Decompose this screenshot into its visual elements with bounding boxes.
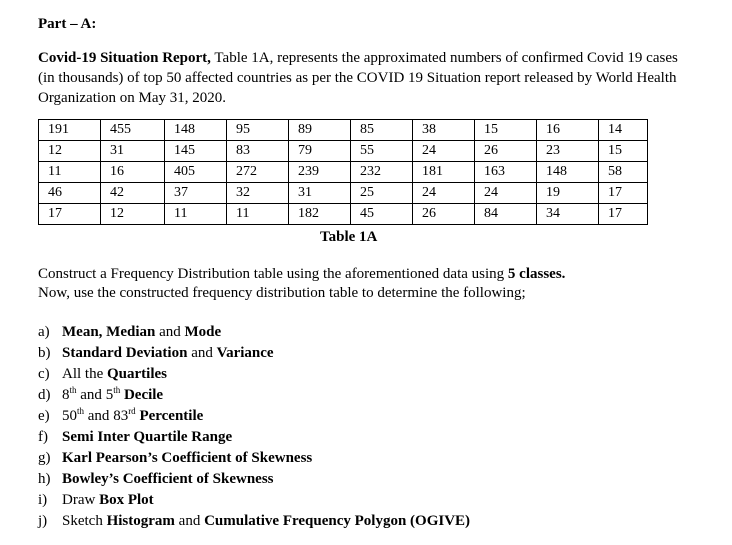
table-cell: 42 (101, 183, 165, 204)
task-item-d (38, 385, 470, 406)
task-label: d) (38, 387, 51, 403)
table-cell: 11 (165, 204, 227, 225)
task-text: 50 (62, 408, 77, 424)
table-cell: 11 (227, 204, 289, 225)
task-list (38, 322, 470, 532)
task-text: 83 (113, 408, 129, 424)
task-text: and (155, 324, 185, 340)
task-text: Draw (62, 492, 100, 508)
construct-line-1-bold: 5 classes. (507, 266, 566, 282)
task-item-c (38, 364, 470, 385)
table-cell: 163 (475, 162, 537, 183)
task-bold: Box Plot (99, 492, 154, 508)
table-cell: 191 (39, 120, 101, 141)
table-cell: 148 (165, 120, 227, 141)
task-item-j (38, 511, 470, 532)
table-cell: 19 (537, 183, 599, 204)
table-body (39, 120, 648, 225)
task-label: a) (38, 324, 50, 340)
table-cell: 181 (413, 162, 475, 183)
table-cell: 148 (537, 162, 599, 183)
table-cell: 12 (101, 204, 165, 225)
task-text: and (187, 345, 217, 361)
task-text: and (84, 408, 114, 424)
intro-text: Table 1A, represents the approximated numbers of confirmed Covid 19 cases (in thousands) of top 50 affected countries as per the COVID 19 Situation report released by World Health Organization on May 31, 2020. (38, 50, 678, 106)
table-cell: 15 (599, 141, 648, 162)
task-label: h) (38, 471, 51, 487)
table-cell: 95 (227, 120, 289, 141)
table-cell: 58 (599, 162, 648, 183)
task-text: 8 (62, 387, 70, 403)
task-text: All the (62, 366, 107, 382)
table-cell: 55 (351, 141, 413, 162)
table-cell: 272 (227, 162, 289, 183)
table-cell: 37 (165, 183, 227, 204)
task-item-b (38, 343, 470, 364)
intro-bold-lead: Covid-19 Situation Report, (38, 50, 211, 66)
task-bold: Cumulative Frequency Polygon (OGIVE) (204, 513, 471, 529)
table-cell: 38 (413, 120, 475, 141)
table-cell: 84 (475, 204, 537, 225)
task-bold: Percentile (135, 408, 204, 424)
task-sup: th (113, 385, 121, 395)
construct-line-1 (38, 265, 698, 284)
table-cell: 24 (413, 141, 475, 162)
table-cell: 79 (289, 141, 351, 162)
task-label: g) (38, 450, 51, 466)
table-row (39, 204, 648, 225)
table-caption: Table 1A (320, 229, 378, 245)
table-cell: 11 (39, 162, 101, 183)
table-cell: 83 (227, 141, 289, 162)
task-sup: th (69, 385, 77, 395)
table-cell: 34 (537, 204, 599, 225)
table-cell: 16 (101, 162, 165, 183)
table-cell: 232 (351, 162, 413, 183)
table-cell: 405 (165, 162, 227, 183)
task-label: j) (38, 513, 48, 529)
table-cell: 17 (39, 204, 101, 225)
table-cell: 15 (475, 120, 537, 141)
covid-data-table (38, 119, 648, 225)
task-bold: Semi Inter Quartile Range (62, 429, 233, 445)
task-label: e) (38, 408, 50, 424)
table-cell: 26 (413, 204, 475, 225)
table-cell: 85 (351, 120, 413, 141)
table-cell: 89 (289, 120, 351, 141)
table-row (39, 120, 648, 141)
task-bold: Karl Pearson’s Coefficient of Skewness (62, 450, 313, 466)
task-item-e (38, 406, 470, 427)
task-text: Sketch (62, 513, 107, 529)
table-cell: 239 (289, 162, 351, 183)
table-row (39, 141, 648, 162)
construct-line-1-text: Construct a Frequency Distribution table using the aforementioned data using (38, 266, 508, 282)
task-bold: Variance (216, 345, 274, 361)
table-cell: 26 (475, 141, 537, 162)
task-item-i (38, 490, 470, 511)
task-sup: th (77, 406, 85, 416)
table-cell: 31 (101, 141, 165, 162)
table-cell: 24 (475, 183, 537, 204)
part-title: Part – A: (38, 16, 97, 32)
task-bold: Bowley’s Coefficient of Skewness (62, 471, 274, 487)
table-cell: 12 (39, 141, 101, 162)
task-label: c) (38, 366, 50, 382)
table-row (39, 162, 648, 183)
task-sup: rd (128, 406, 136, 416)
table-row (39, 183, 648, 204)
task-label: i) (38, 492, 48, 508)
construct-line-2: Now, use the constructed frequency distribution table to determine the following; (38, 285, 526, 301)
task-item-f (38, 427, 470, 448)
task-bold: Quartiles (107, 366, 167, 382)
table-cell: 182 (289, 204, 351, 225)
task-bold: Histogram (106, 513, 175, 529)
table-cell: 16 (537, 120, 599, 141)
table-cell: 31 (289, 183, 351, 204)
task-item-g (38, 448, 470, 469)
task-bold: Mean, Median (62, 324, 156, 340)
table-cell: 145 (165, 141, 227, 162)
table-cell: 25 (351, 183, 413, 204)
task-item-h (38, 469, 470, 490)
task-label: b) (38, 345, 51, 361)
table-cell: 46 (39, 183, 101, 204)
table-cell: 17 (599, 204, 648, 225)
table-cell: 23 (537, 141, 599, 162)
task-text: and (76, 387, 106, 403)
task-bold: Standard Deviation (62, 345, 188, 361)
table-cell: 14 (599, 120, 648, 141)
table-cell: 45 (351, 204, 413, 225)
task-text: and (174, 513, 205, 529)
table-cell: 17 (599, 183, 648, 204)
intro-paragraph (38, 48, 688, 108)
task-bold: Mode (184, 324, 222, 340)
table-cell: 24 (413, 183, 475, 204)
task-label: f) (38, 429, 48, 445)
table-cell: 455 (101, 120, 165, 141)
task-item-a (38, 322, 470, 343)
task-text: 5 (105, 387, 114, 403)
table-cell: 32 (227, 183, 289, 204)
task-bold: Decile (120, 387, 164, 403)
construct-paragraph (38, 265, 698, 303)
